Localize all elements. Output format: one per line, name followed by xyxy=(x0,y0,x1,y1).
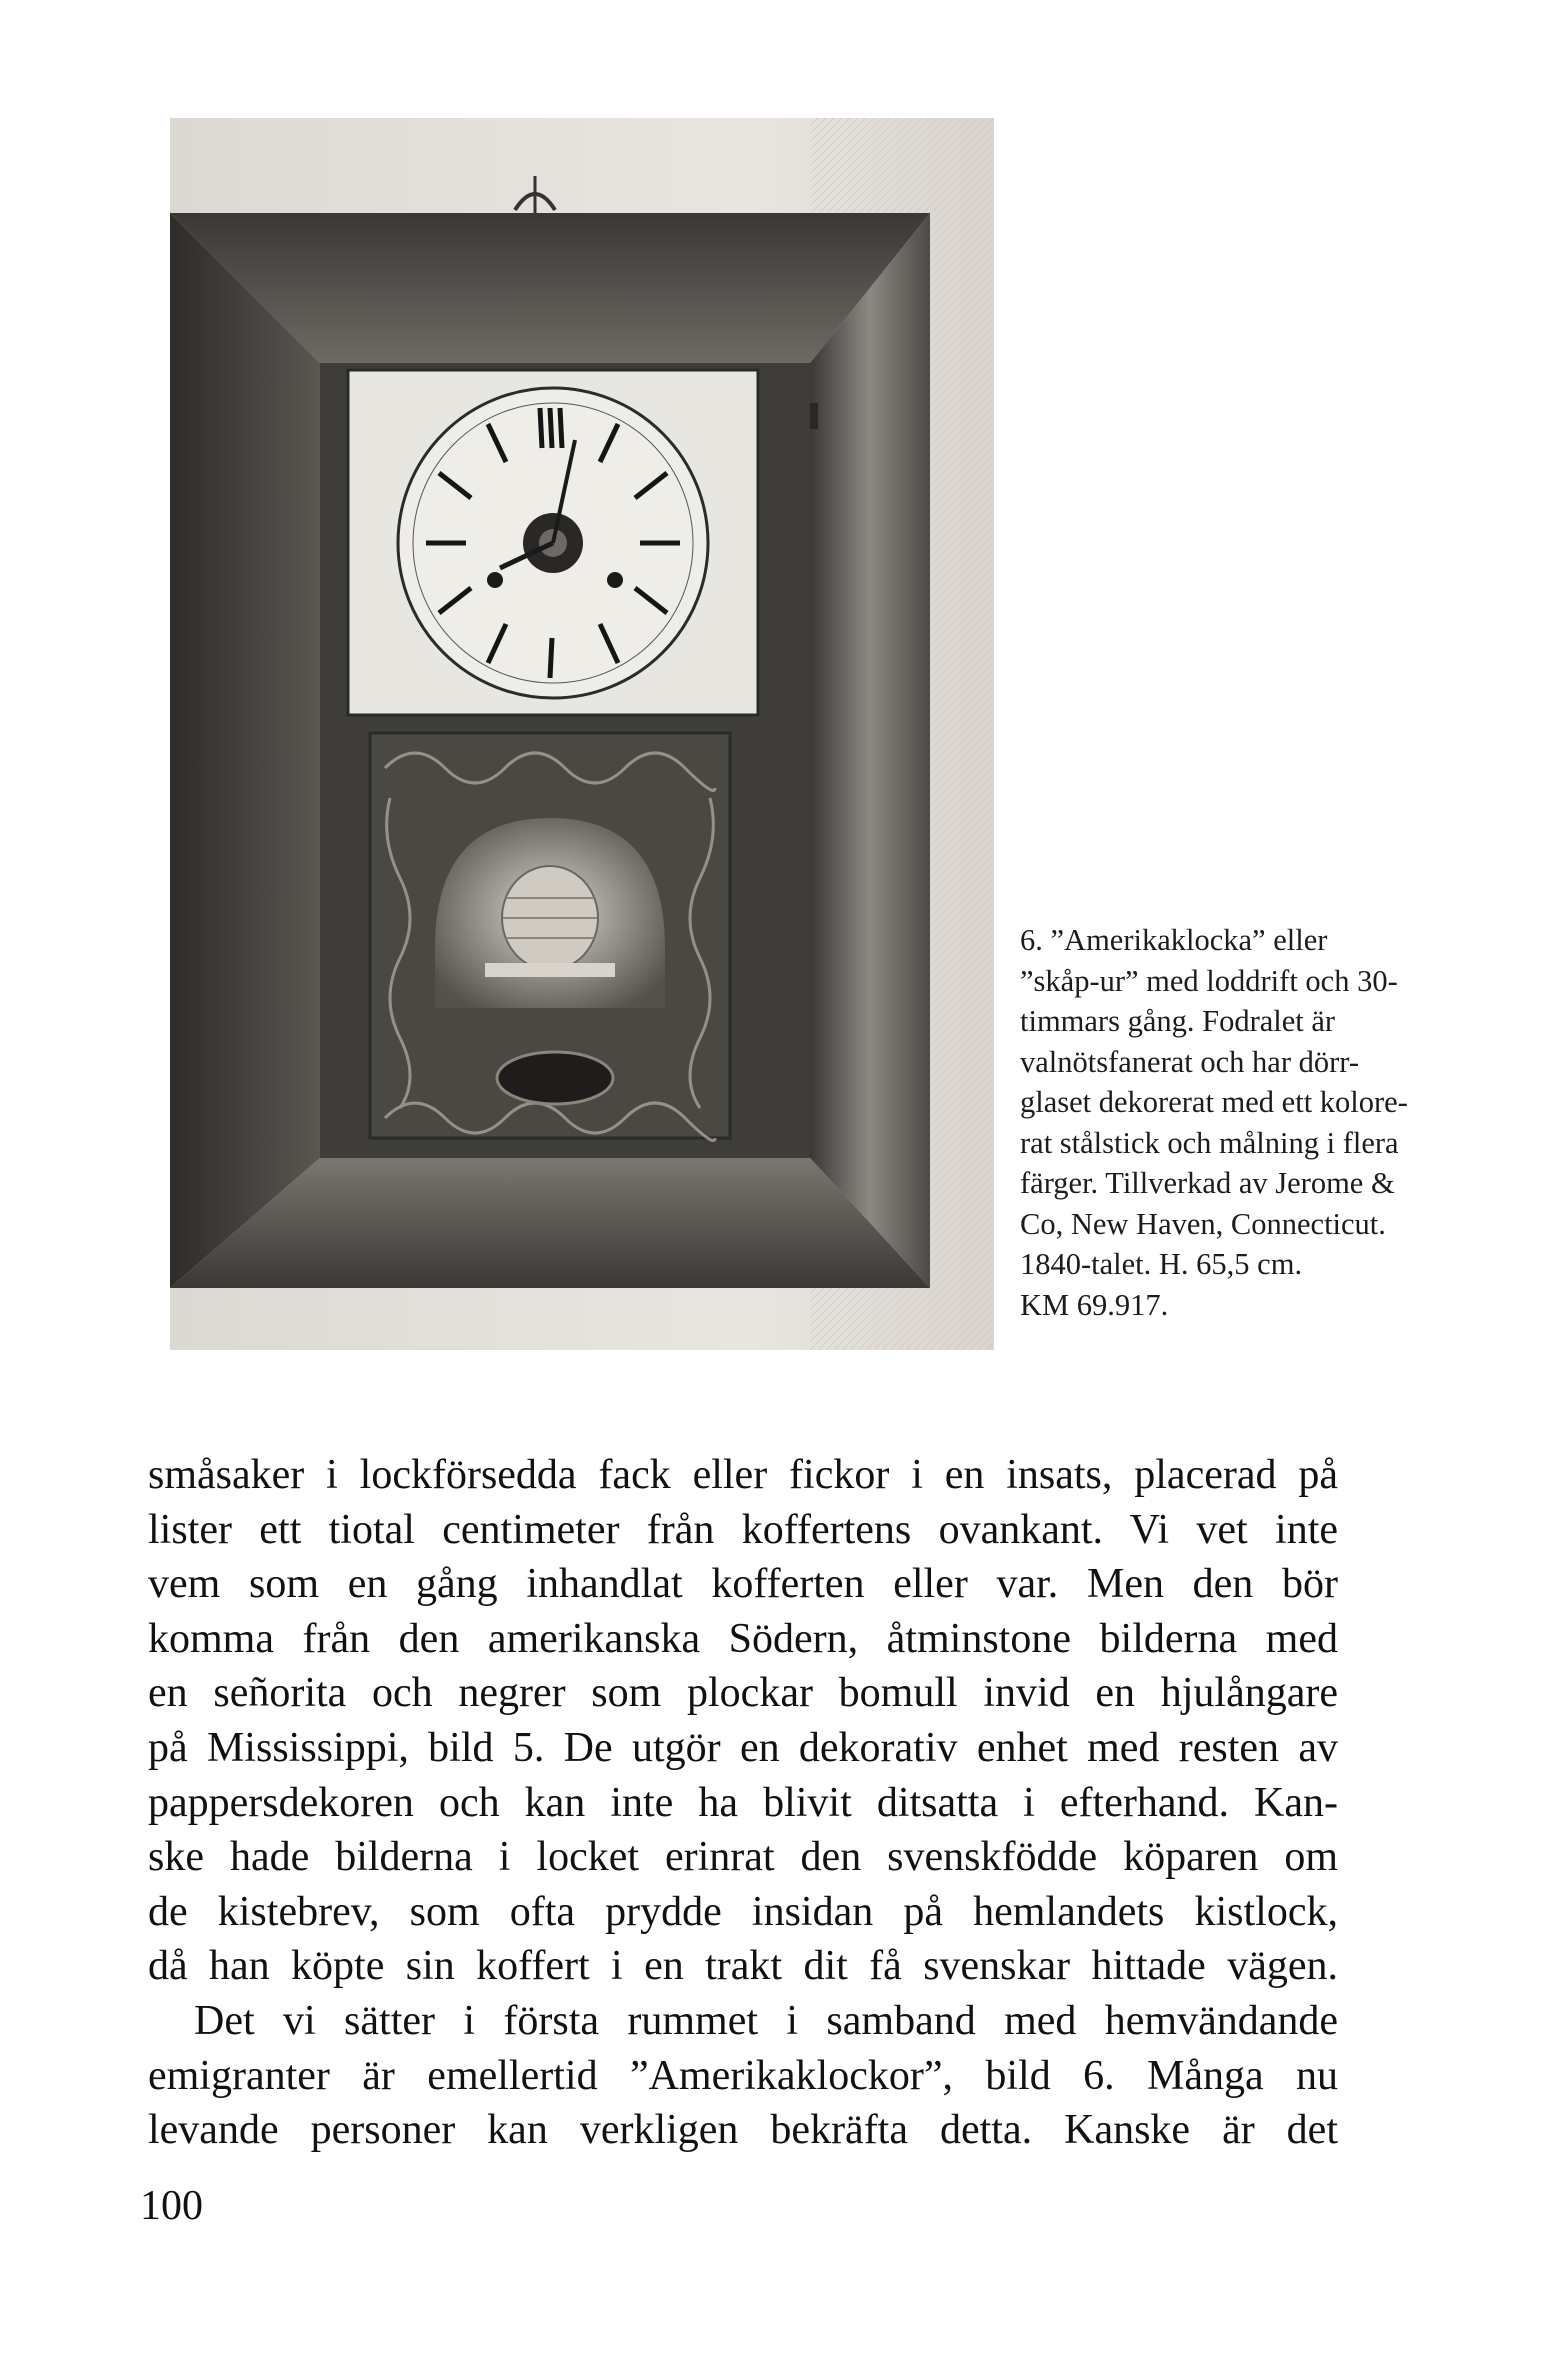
caption-line: timmars gång. Fodralet är xyxy=(1020,1004,1336,1038)
page-number: 100 xyxy=(140,2183,203,2229)
caption-line: 1840-talet. H. 65,5 cm. xyxy=(1020,1247,1303,1281)
body-line: på Mississippi, bild 5. De utgör en dekorativ enhet med resten av xyxy=(148,1724,1338,1771)
clock-photograph xyxy=(170,118,994,1350)
figure-caption xyxy=(1020,920,1500,1325)
clock-dial xyxy=(398,388,708,698)
caption-line: 6. ”Amerikaklocka” eller xyxy=(1020,923,1328,957)
pendulum-window xyxy=(497,1052,613,1104)
caption-line: rat stålstick och målning i flera xyxy=(1020,1125,1399,1160)
body-line: en señorita och negrer som plockar bomull invid en hjulångare xyxy=(148,1670,1338,1717)
body-line: vem som en gång inhandlat kofferten eller var. Men den bör xyxy=(148,1561,1338,1608)
body-line: levande personer kan verkligen bekräfta detta. Kanske är det xyxy=(148,2107,1338,2154)
caption-line: valnötsfanerat och har dörr- xyxy=(1020,1044,1359,1079)
caption-line: glaset dekorerat med ett kolore- xyxy=(1020,1085,1408,1119)
body-line: komma från den amerikanska Södern, åtminstone bilderna med xyxy=(148,1615,1338,1662)
caption-line: färger. Tillverkad av Jerome & xyxy=(1020,1166,1395,1200)
body-line: de kistebrev, som ofta prydde insidan på hemlandets kistlock, xyxy=(148,1888,1338,1935)
body-line: ske hade bilderna i locket erinrat den svenskfödde köparen om xyxy=(148,1834,1338,1881)
caption-line: ”skåp-ur” med loddrift och 30- xyxy=(1020,963,1398,998)
body-line: emigranter är emellertid ”Amerikaklockor”, bild 6. Många nu xyxy=(148,2052,1338,2099)
caption-line: KM 69.917. xyxy=(1020,1287,1169,1322)
body-line: Det vi sätter i första rummet i samband med hemvändande xyxy=(194,1997,1338,2044)
caption-line: Co, New Haven, Connecticut. xyxy=(1020,1206,1386,1241)
body-line: småsaker i lockförsedda fack eller fickor i en insats, placerad på xyxy=(148,1452,1338,1498)
body-paragraphs xyxy=(148,1448,1338,2158)
body-line: lister ett tiotal centimeter från koffertens ovankant. Vi vet inte xyxy=(148,1506,1338,1553)
body-line: pappersdekoren och kan inte ha blivit ditsatta i efterhand. Kan- xyxy=(148,1779,1338,1826)
body-line: då han köpte sin koffert i en trakt dit få svenskar hittade vägen. xyxy=(148,1943,1338,1990)
